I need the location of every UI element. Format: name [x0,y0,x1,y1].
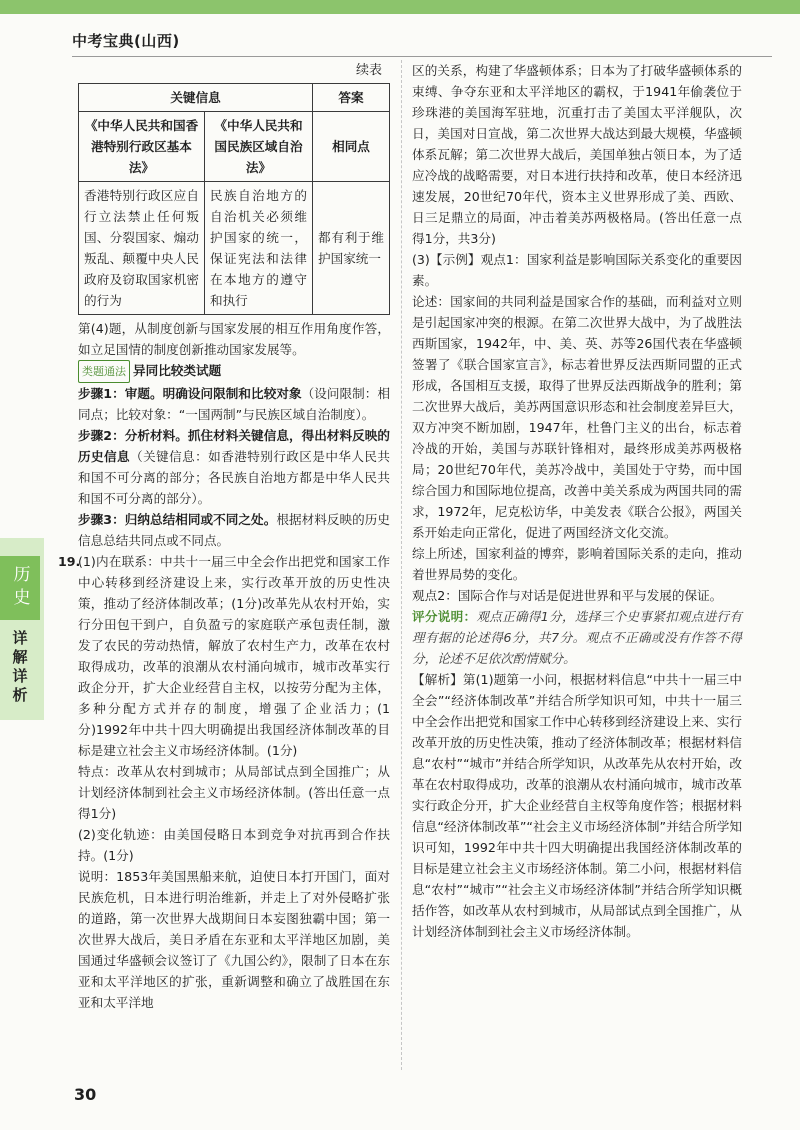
step-1-text: （设问限制：相同点；比较对象：“一国两制”与民族区域自治制度）。 [78,386,391,422]
step-3-title: 步骤3：归纳总结相同或不同之处。 [78,512,277,527]
table-cell: 都有利于维护国家统一 [313,182,390,315]
table-cell: 《中华人民共和国民族区域自治法》 [204,112,312,182]
q19-part2: (2)变化轨迹：由美国侵略日本到竞争对抗再到合作扶持。(1分) [78,827,390,863]
table-row [79,182,390,315]
scoring-note [412,606,742,669]
table-header-answer: 答案 [313,84,390,112]
table-cell: 民族自治地方的自治机关必须维护国家的统一，保证宪法和法律在本地方的遵守和执行 [204,182,312,315]
q19-feature: 特点：改革从农村到城市；从局部试点到全国推广；从计划经济体制到社会主义市场经济体制。(答出任意一点得1分) [78,764,390,821]
book-header: 中考宝典(山西) [72,32,180,50]
paragraph: 区的关系，构建了华盛顿体系；日本为了打破华盛顿体系的束缚、争夺东亚和太平洋地区的霸权，于1941年偷袭位于珍珠港的美国海军驻地，沉重打击了美国太平洋舰队，次日，美国对日宣战，第二次世界大战达到最大规模，华盛顿体系瓦解；第二次世界大战后，美国单独占领日本，为了适应冷战的战略需要，对日本进行扶持和改革，使日本经济迅速发展，20世纪70年代，资本主义世界形成了美、西欧、日三足鼎立的局面，冲击着美苏两极格局。(答出任意一点得1分，共3分) [412,63,742,246]
q19-part1: (1)内在联系：中共十一届三中全会作出把党和国家工作中心转移到经济建设上来，实行改革开放的历史性决策，推动了经济体制改革；(1分)改革先从农村开始，实行分田包干到户，自负盈亏的家庭联产承包责任制，激发了农民的劳动热情，解放了农村生产力，改革在农村取得成功，改革的浪潮从农村涌向城市，城市改革实行政企分开，扩大企业经营自主权，以按劳分配为主体，多种分配方式并存的制度，增强了企业活力；(1分)1992年中共十四大明确提出我国经济体制改革的目标是建立社会主义市场经济体制。(1分) [78,554,390,758]
step-2-title: 步骤2：分析材料。抓住材料关键信息，得出材料反映的历史信息 [78,428,390,464]
step-3-text: 根据材料反映的历史信息总结共同点或不同点。 [78,512,390,548]
paragraph: 第(4)题，从制度创新与国家发展的相互作用角度作答，如立足国情的制度创新推动国家发展等。 [78,321,390,357]
table-cell: 香港特别行政区应自行立法禁止任何叛国、分裂国家、煽动叛乱、颠覆中央人民政府及窃取国家机密的行为 [79,182,205,315]
q3-view-2: 观点2：国际合作与对话是促进世界和平与发展的保证。 [412,588,723,603]
step-1-title: 步骤1：审题。明确设问限制和比较对象 [78,386,302,401]
side-tab-mode: 详解详析 [10,630,29,706]
column-divider [401,60,402,1070]
comparison-table [78,83,390,315]
question-19 [58,551,390,1013]
side-tab-subject: 历史 [0,556,40,620]
page-number: 30 [74,1085,97,1104]
q3-heading: (3)【示例】观点1：国家利益是影响国际关系变化的重要因素。 [412,252,742,288]
right-column [412,60,742,942]
table-header-row [79,84,390,112]
scoring-label: 评分说明： [412,609,477,624]
question-number: 19. [58,554,81,569]
table-header-key-info: 关键信息 [79,84,313,112]
method-title: 异同比较类试题 [133,363,222,378]
method-heading [78,360,390,383]
side-tab [0,538,44,720]
table-caption: 续表 [355,63,382,78]
q3-argument: 论述：国家间的共同利益是国家合作的基础，而利益对立则是引起国家冲突的根源。在第二次世界大战中，为了战胜法西斯国家，1942年，中、美、英、苏等26国代表在华盛顿签署了《联合国家宣言》，标志着世界反法西斯同盟的正式形成，各国相互支援，取得了世界反法西斯战争的胜利；第二次世界大战后，美苏两国意识形态和社会制度差异巨大，双方冲突不断加剧，1947年，杜鲁门主义的出台，标志着冷战的开始，美国与苏联针锋相对，最终形成美苏两极格局；20世纪70年代，美苏冷战中，美国处于守势，而中国综合国力和国际地位提高，改善中美关系成为两国共同的需求，1972年，尼克松访华，中美发表《联合公报》，两国关系开始走向正常化，促进了两国经济文化交流。 [412,294,742,540]
analysis: 【解析】第(1)题第一小问，根据材料信息“中共十一届三中全会”“经济体制改革”并结合所学知识可知，中共十一届三中全会作出把党和国家工作中心转移到经济建设上来、实行改革开放的历史性决策，推动了经济体制改革；根据材料信息“农村”“城市”并结合所学知识，从改革先从农村开始，改革在农村取得成功，改革的浪潮从农村涌向城市，城市改革实行政企分开，扩大企业经营自主权等角度作答；根据材料信息“经济体制改革”“社会主义市场经济体制”并结合所学知识可知，1992年中共十四大明确提出我国经济体制改革的目标是建立社会主义市场经济体制。第二小问，根据材料信息“农村”“城市”“社会主义市场经济体制”并结合所学知识概括作答，如改革从农村到城市，从局部试点到全国推广，从计划经济体制到社会主义市场经济体制。 [412,672,742,939]
top-color-bar [0,0,800,14]
step-2-text: （关键信息：如香港特别行政区是中华人民共和国不可分离的部分；各民族自治地方都是中华人民共和国不可分离的部分）。 [78,449,391,506]
left-column [58,60,391,1013]
method-tag: 类题通法 [78,360,130,383]
table-cell: 相同点 [313,112,390,182]
step-3 [78,509,390,551]
step-2 [78,425,390,509]
q19-explain: 说明：1853年美国黑船来航，迫使日本打开国门，面对民族危机，日本进行明治维新，并走上了对外侵略扩张的道路，第一次世界大战期间日本妄图独霸中国；第一次世界大战后，美日矛盾在东亚和太平洋地区加剧，美国通过华盛顿会议签订了《九国公约》，限制了日本在东亚和太平洋地区的扩张，重新调整和确立了战胜国在东亚和太平洋地 [78,869,390,1010]
table-cell: 《中华人民共和国香港特别行政区基本法》 [79,112,205,182]
table-row [79,112,390,182]
q3-summary: 综上所述，国家利益的博弈，影响着国际关系的走向，推动着世界局势的变化。 [412,546,742,582]
step-1 [78,383,390,425]
scoring-text: 观点正确得1分，选择三个史事紧扣观点进行有理有据的论述得6分，共7分。观点不正确或没有作答不得分，论述不足依次酌情赋分。 [412,609,743,666]
